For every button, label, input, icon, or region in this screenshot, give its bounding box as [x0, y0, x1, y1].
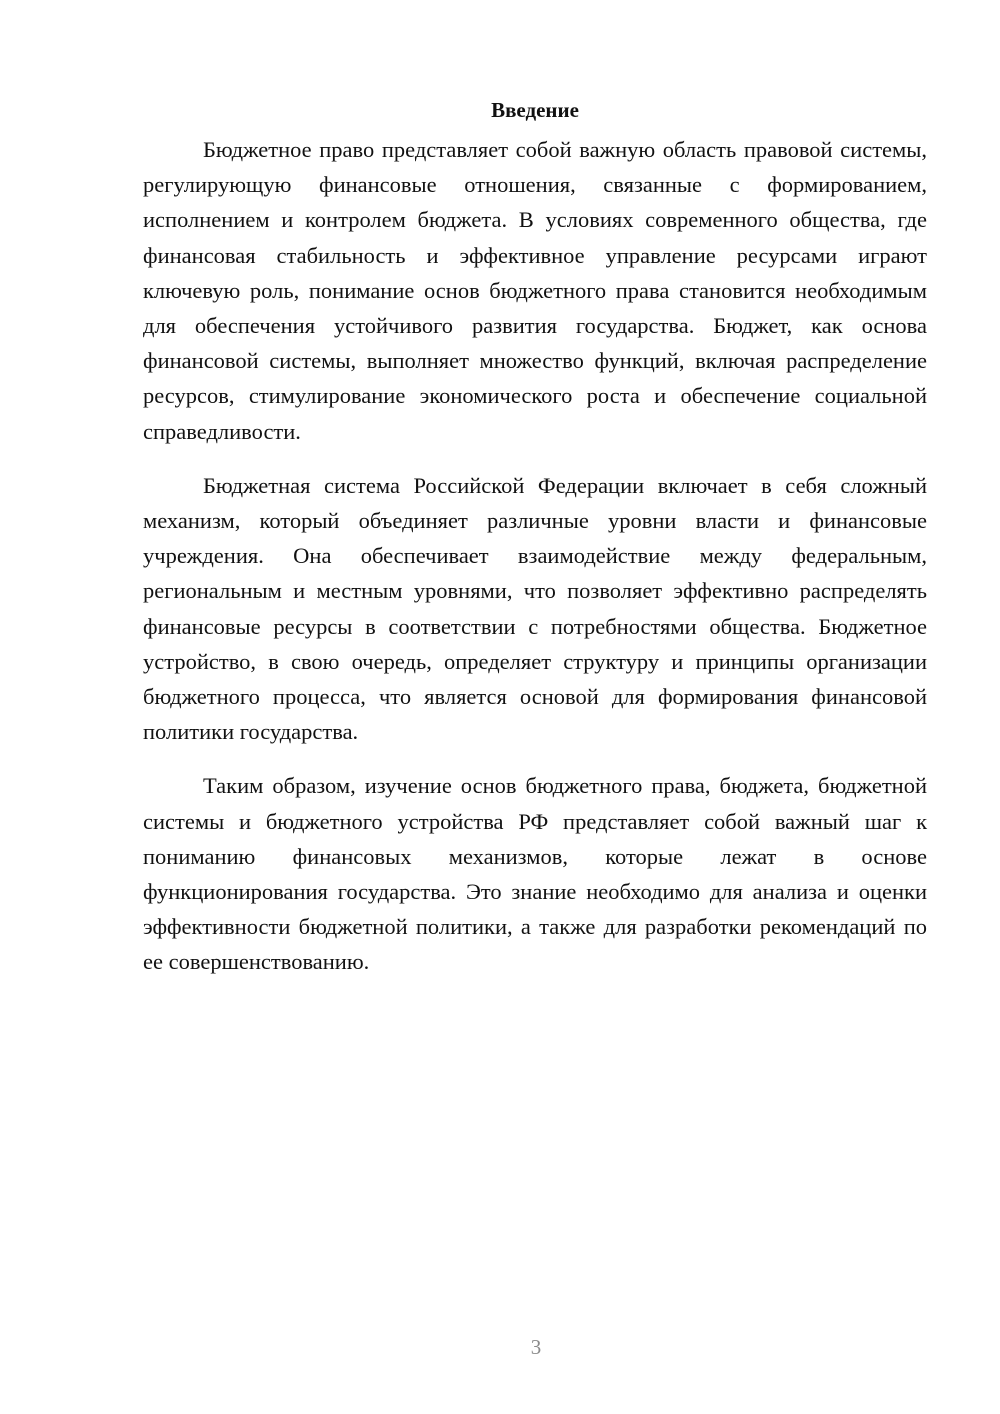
paragraph-3: Таким образом, изучение основ бюджетного права, бюджета, бюджетной системы и бюджетного устройства РФ представляет собой важный шаг к пониманию финансовых механизмов, которые лежат в основе функционирования государства. Это знание необходимо для анализа и оценки эффективности бюджетной политики, а также для разработки рекомендаций по ее совершенствованию. [143, 773, 927, 975]
section-title: Введение [491, 98, 579, 122]
page-body [143, 94, 927, 980]
page-number: 3 [530, 1335, 542, 1359]
paragraph-1: Бюджетное право представляет собой важную область правовой системы, регулирующую финансовые отношения, связанные с формированием, исполнением и контролем бюджета. В условиях современного общества, где финансовая стабильность и эффективное управление ресурсами играют ключевую роль, понимание основ бюджетного права становится необходимым для обеспечения устойчивого развития государства. Бюджет, как основа финансовой системы, выполняет множество функций, включая распределение ресурсов, стимулирование экономического роста и обеспечение социальной справедливости. [143, 137, 927, 444]
paragraph-2: Бюджетная система Российской Федерации включает в себя сложный механизм, который объединяет различные уровни власти и финансовые учреждения. Она обеспечивает взаимодействие между федеральным, региональным и местным уровнями, что позволяет эффективно распределять финансовые ресурсы в соответствии с потребностями общества. Бюджетное устройство, в свою очередь, определяет структуру и принципы организации бюджетного процесса, что является основой для формирования финансовой политики государства. [143, 472, 927, 745]
